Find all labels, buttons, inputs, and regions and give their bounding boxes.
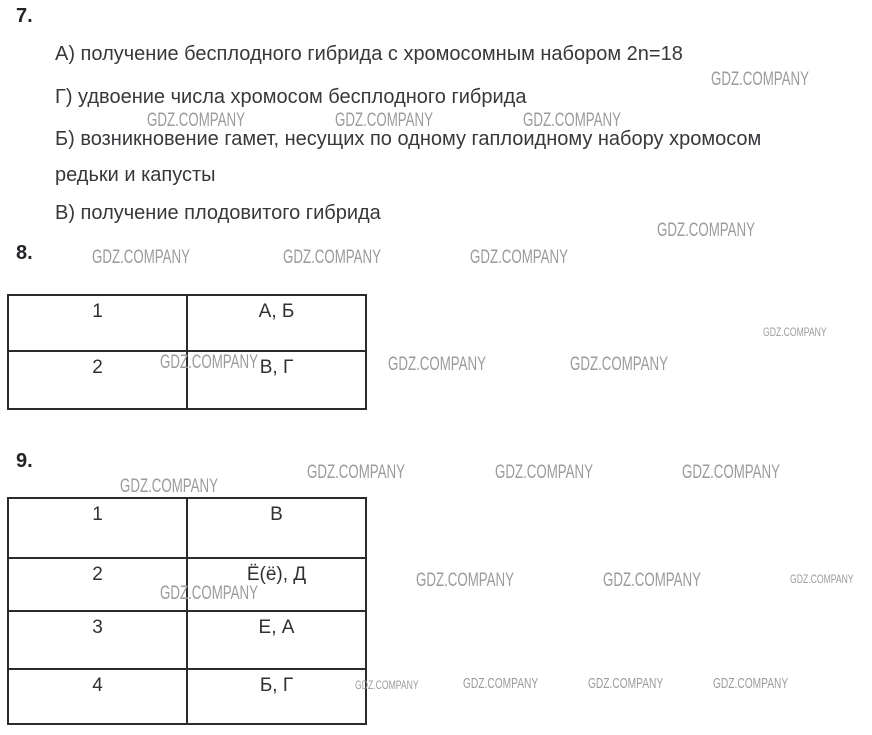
q7-option-b-continuation: редьки и капусты bbox=[55, 164, 216, 186]
watermark: GDZ.COMPANY bbox=[120, 476, 219, 497]
row-answer-cell: В bbox=[270, 504, 283, 525]
row-number-cell: 2 bbox=[9, 559, 188, 610]
question-9-number: 9. bbox=[16, 450, 33, 472]
row-answer-cell: Б, Г bbox=[259, 675, 294, 696]
row-number-cell: 1 bbox=[9, 499, 188, 557]
question-7-number: 7. bbox=[16, 5, 33, 27]
table-row bbox=[9, 668, 365, 723]
row-answer-cell: В, Г bbox=[259, 357, 294, 378]
watermark: GDZ.COMPANY bbox=[763, 325, 827, 339]
q7-option-b: Б) возникновение гамет, несущих по одному гаплоидному набору хромосом bbox=[55, 128, 762, 150]
watermark: GDZ.COMPANY bbox=[355, 678, 419, 692]
watermark: GDZ.COMPANY bbox=[283, 247, 382, 268]
table-row bbox=[9, 296, 365, 350]
table-row bbox=[9, 557, 365, 610]
watermark: GDZ.COMPANY bbox=[588, 675, 664, 692]
question-8-number: 8. bbox=[16, 242, 33, 264]
watermark: GDZ.COMPANY bbox=[495, 462, 594, 483]
watermark: GDZ.COMPANY bbox=[470, 247, 569, 268]
table-row bbox=[9, 350, 365, 408]
q7-option-v: В) получение плодовитого гибрида bbox=[55, 202, 381, 224]
row-number-cell: 3 bbox=[9, 612, 188, 668]
q7-option-g: Г) удвоение числа хромосом бесплодного гибрида bbox=[55, 86, 527, 108]
row-number-cell: 1 bbox=[9, 296, 188, 350]
watermark: GDZ.COMPANY bbox=[160, 352, 259, 373]
watermark: GDZ.COMPANY bbox=[570, 354, 669, 375]
watermark: GDZ.COMPANY bbox=[713, 675, 789, 692]
watermark: GDZ.COMPANY bbox=[523, 110, 622, 131]
watermark: GDZ.COMPANY bbox=[657, 220, 756, 241]
watermark: GDZ.COMPANY bbox=[92, 247, 191, 268]
row-answer-cell: Е, А bbox=[258, 617, 295, 638]
row-number-cell: 2 bbox=[9, 352, 188, 408]
q8-answer-table bbox=[7, 294, 367, 410]
watermark: GDZ.COMPANY bbox=[147, 110, 246, 131]
watermark: GDZ.COMPANY bbox=[790, 572, 854, 586]
watermark: GDZ.COMPANY bbox=[711, 69, 810, 90]
table-row bbox=[9, 499, 365, 557]
watermark: GDZ.COMPANY bbox=[416, 570, 515, 591]
q9-answer-table bbox=[7, 497, 367, 725]
watermark: GDZ.COMPANY bbox=[463, 675, 539, 692]
row-answer-cell: А, Б bbox=[258, 301, 295, 322]
q7-option-a: А) получение бесплодного гибрида с хромосомным набором 2n=18 bbox=[55, 43, 683, 65]
watermark: GDZ.COMPANY bbox=[682, 462, 781, 483]
watermark: GDZ.COMPANY bbox=[388, 354, 487, 375]
table-row bbox=[9, 610, 365, 668]
row-number-cell: 4 bbox=[9, 670, 188, 723]
watermark: GDZ.COMPANY bbox=[307, 462, 406, 483]
watermark: GDZ.COMPANY bbox=[160, 583, 259, 604]
watermark: GDZ.COMPANY bbox=[335, 110, 434, 131]
watermark: GDZ.COMPANY bbox=[603, 570, 702, 591]
row-answer-cell: Ё(ё), Д bbox=[246, 564, 307, 585]
